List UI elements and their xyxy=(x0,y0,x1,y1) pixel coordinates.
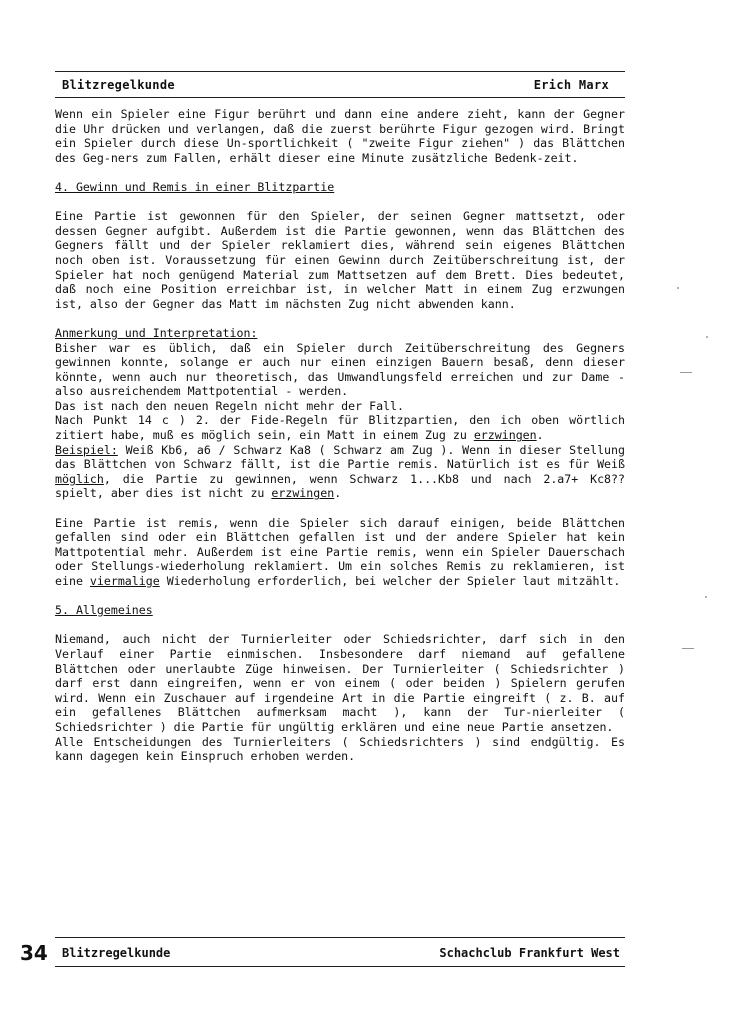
header-bottom-rule xyxy=(55,97,625,98)
example-label: Beispiel: xyxy=(55,442,118,457)
scan-speck xyxy=(706,336,708,338)
margin-mark xyxy=(680,372,692,373)
scan-speck xyxy=(705,596,707,598)
emphasis-moeglich: möglich xyxy=(55,471,104,486)
emphasis-erzwingen: erzwingen xyxy=(473,428,537,443)
paragraph-figure-touch: Wenn ein Spieler eine Figur berührt und dann eine andere zieht, kann der Gegner die Uhr drücken und verlangen, daß die zuerst berührte Figur gezogen wird. Bringt ein Spieler durch diese Un-sportlichkeit ( "zweite Figur ziehen" ) das Blättchen des Geg-ners zum Fallen, erhält dieser eine Minute zusätzliche Bedenk-zeit. xyxy=(55,107,625,165)
main-text xyxy=(55,107,625,764)
footer-club: Schachclub Frankfurt West xyxy=(439,946,620,960)
paragraph-interpretation: Bisher war es üblich, daß ein Spieler durch Zeitüberschreitung des Gegners gewinnen konnte, solange er auch nur einen einzigen Bauern besaß, denn dieser könnte, wenn auch nur theoretisch, das Umwandlungsfeld erreichen und zur Dame - also ausreichendem Mattpotential - werden. xyxy=(55,340,625,399)
note-heading: Anmerkung und Interpretation: xyxy=(55,325,258,340)
scan-speck xyxy=(677,287,679,289)
paragraph-decisions: Alle Entscheidungen des Turnierleiters ( Schiedsrichters ) sind endgültig. Es kann dagegen kein Einspruch erhoben werden. xyxy=(55,734,625,764)
paragraph-general: Niemand, auch nicht der Turnierleiter oder Schiedsrichter, darf sich in den Verlauf einer Partie einmischen. Insbesondere darf niemand auf gefallene Blättchen oder unerlaubte Züge hinweisen. Der Turnierleiter ( Schiedsrichter ) darf erst dann eingreifen, wenn er von einem ( oder beiden ) Spielern gerufen wird. Wenn ein Zuschauer auf irgendeine Art in die Partie eingreift ( z. B. auf ein gefallenes Blättchen aufmerksam macht ), kann der Tur-nierleiter ( Schiedsrichter ) die Partie für ungültig erklären und eine neue Partie ansetzen. xyxy=(55,632,625,734)
footer-bottom-rule xyxy=(55,966,625,967)
page-number: 34 xyxy=(20,941,48,965)
header-author: Erich Marx xyxy=(533,78,609,92)
paragraph-fide-rule: Nach Punkt 14 c ) 2. der Fide-Regeln für Blitzpartien, den ich oben wörtlich zitiert habe, muß es möglich sein, ein Matt in einem Zug zu erzwingen. xyxy=(55,413,625,443)
emphasis-erzwingen-2: erzwingen xyxy=(271,486,335,501)
header-title: Blitzregelkunde xyxy=(62,78,175,92)
margin-mark xyxy=(682,648,694,649)
paragraph-example: Beispiel: Weiß Kb6, a6 / Schwarz Ka8 ( Schwarz am Zug ). Wenn in dieser Stellung das Blättchen von Schwarz fällt, ist die Partie remis. Natürlich ist es für Weiß möglich, die Partie zu gewinnen, wenn Schwarz 1...Kb8 und nach 2.a7+ Kc8?? spielt, aber dies ist nicht zu erzwingen. xyxy=(55,442,625,501)
paragraph-remis: Eine Partie ist remis, wenn die Spieler sich darauf einigen, beide Blättchen gefallen sind oder ein Blättchen gefallen ist und der andere Spieler hat kein Mattpotential mehr. Außerdem ist eine Partie remis, wenn ein Spieler Dauerschach oder Stellungs-wiederholung reklamiert. Um ein solches Remis zu reklamieren, ist eine viermalige Wiederholung erforderlich, bei welcher der Spieler laut mitzählt. xyxy=(55,515,625,588)
paragraph-new-rules: Das ist nach den neuen Regeln nicht mehr der Fall. xyxy=(55,398,405,413)
running-footer xyxy=(20,941,620,965)
paragraph-win-conditions: Eine Partie ist gewonnen für den Spieler, der seinen Gegner mattsetzt, oder dessen Gegner aufgibt. Außerdem ist die Partie gewonnen, wenn das Blättchen des Gegners fällt und der Spieler reklamiert dies, während sein eigenes Blättchen noch oben ist. Voraussetzung für einen Gewinn durch Zeitüberschreitung ist, der Spieler hat noch genügend Material zum Mattsetzen auf dem Brett. Dies bedeutet, daß noch eine Position erreichbar ist, in welcher Matt in einem Zug erzwungen ist, also der Gegner das Matt im nächsten Zug nicht abwenden kann. xyxy=(55,209,625,311)
section-heading-5: 5. Allgemeines xyxy=(55,603,153,618)
footer-title: Blitzregelkunde xyxy=(62,946,171,960)
section-heading-4: 4. Gewinn und Remis in einer Blitzpartie xyxy=(55,179,335,194)
emphasis-viermalige: viermalige xyxy=(89,574,160,588)
header-top-rule xyxy=(55,71,625,72)
footer-top-rule xyxy=(55,937,625,938)
